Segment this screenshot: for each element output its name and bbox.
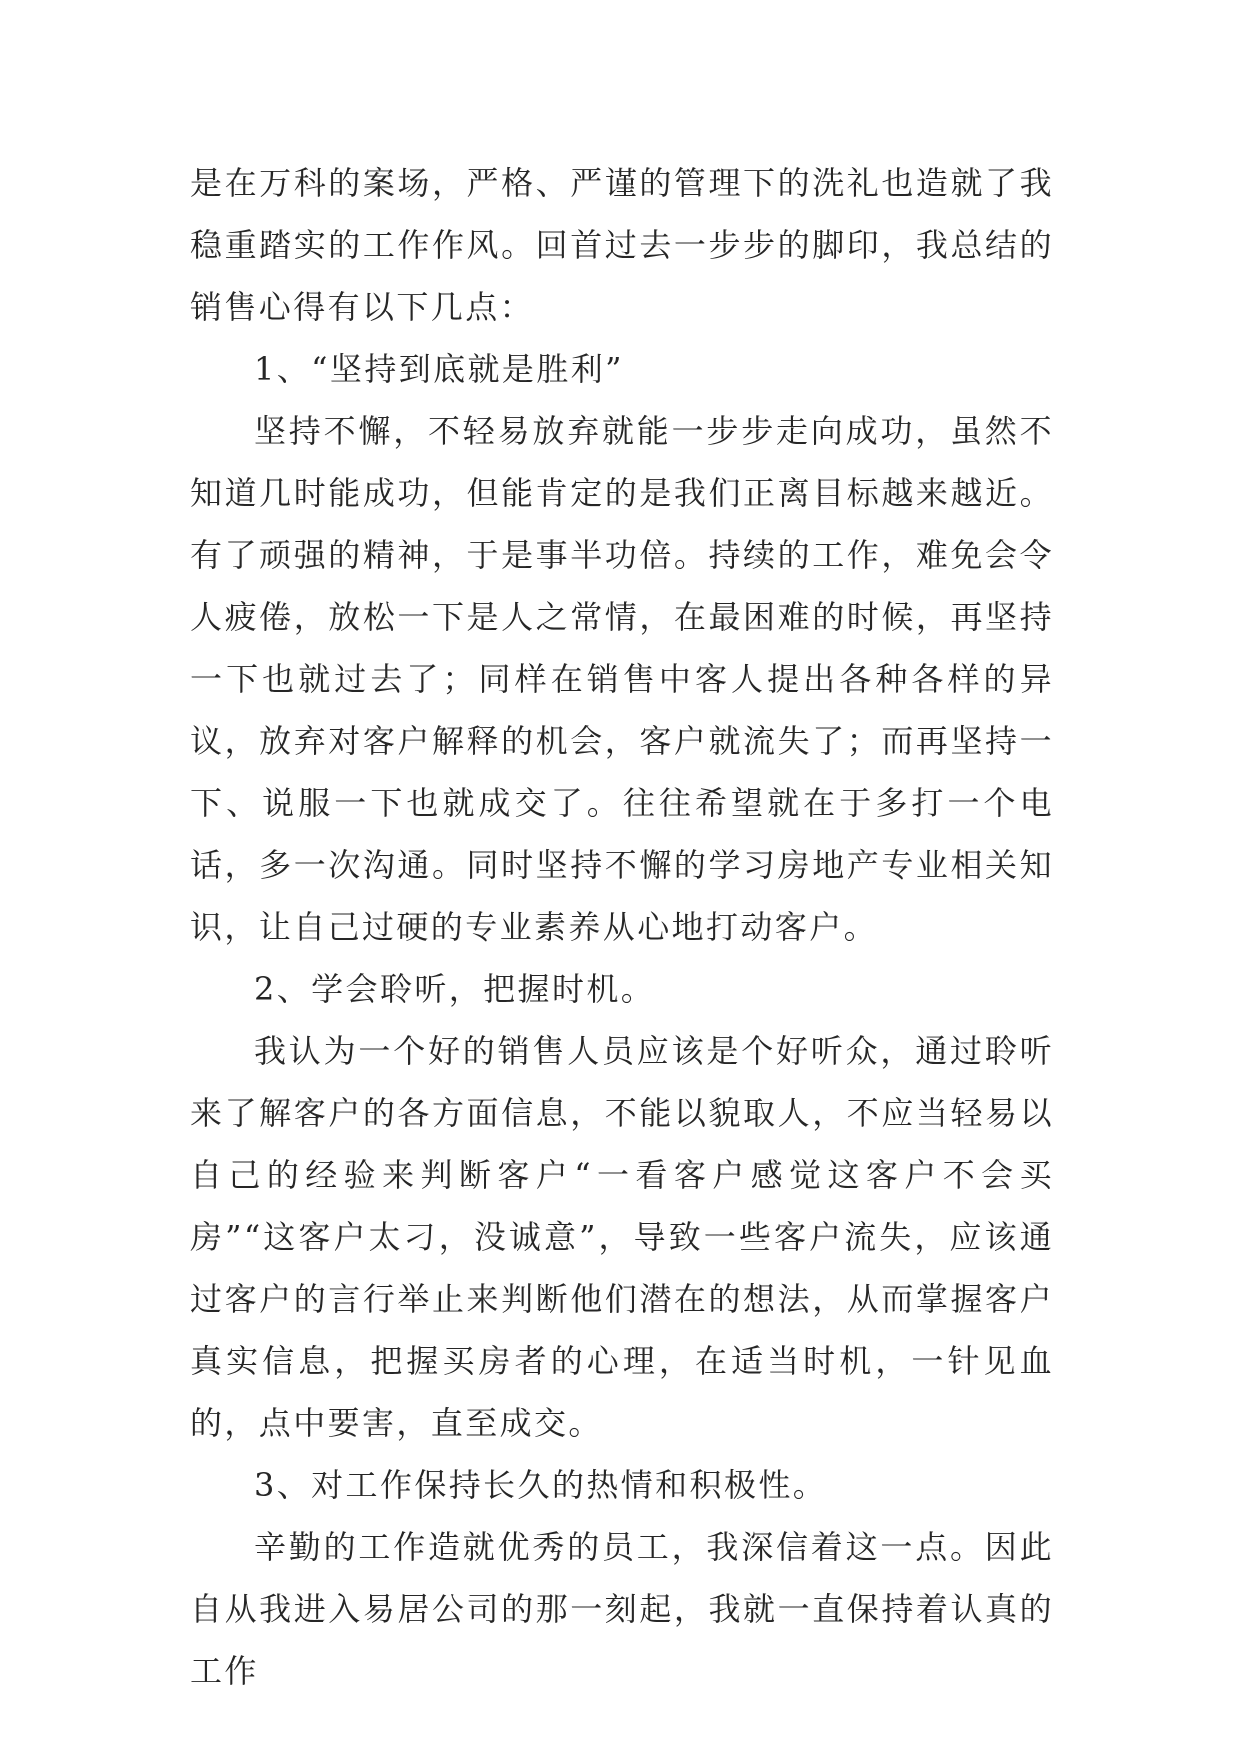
point-heading-2: 2、学会聆听，把握时机。 [254,970,656,1008]
paragraph-intro: 是在万科的案场，严格、严谨的管理下的洗礼也造就了我稳重踏实的工作作风。回首过去一步步的脚印，我总结的销售心得有以下几点： [190,164,1054,326]
paragraph-persistence: 坚持不懈，不轻易放弃就能一步步走向成功，虽然不知道几时能成功，但能肯定的是我们正离目标越来越近。有了顽强的精神，于是事半功倍。持续的工作，难免会令人疲倦，放松一下是人之常情，在最困难的时候，再坚持一下也就过去了；同样在销售中客人提出各种各样的异议，放弃对客户解释的机会，客户就流失了；而再坚持一下、说服一下也就成交了。往往希望就在于多打一个电话，多一次沟通。同时坚持不懈的学习房地产专业相关知识，让自己过硬的专业素养从心地打动客户。 [190,412,1054,946]
point-heading-1: 1、“坚持到底就是胜利” [254,350,624,388]
point-heading-3: 3、对工作保持长久的热情和积极性。 [254,1466,828,1504]
document-body [190,152,1054,1702]
paragraph-enthusiasm: 辛勤的工作造就优秀的员工，我深信着这一点。因此自从我进入易居公司的那一刻起，我就一直保持着认真的工作 [190,1528,1054,1690]
paragraph-listening: 我认为一个好的销售人员应该是个好听众，通过聆听来了解客户的各方面信息，不能以貌取人，不应当轻易以自己的经验来判断客户“一看客户感觉这客户不会买房”“这客户太刁，没诚意”，导致一些客户流失，应该通过客户的言行举止来判断他们潜在的想法，从而掌握客户真实信息，把握买房者的心理，在适当时机，一针见血的，点中要害，直至成交。 [190,1032,1054,1442]
